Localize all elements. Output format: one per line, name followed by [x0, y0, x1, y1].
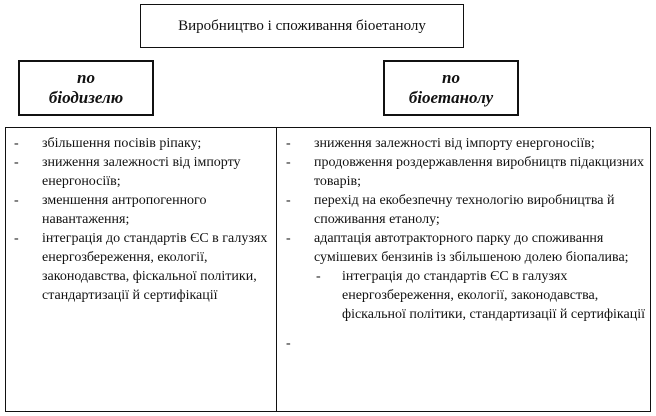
- bullet-dash: -: [286, 336, 291, 351]
- bioethanol-column: [282, 134, 646, 353]
- bullet-dash: -: [14, 136, 19, 151]
- list-item: [282, 229, 646, 267]
- empty-list-item: [282, 334, 646, 353]
- list-item-text: зменшення антропогенного навантаження;: [42, 193, 207, 227]
- category-biodiesel-line1: по: [77, 68, 95, 87]
- bullet-dash: -: [14, 193, 19, 208]
- comparison-table: [5, 127, 651, 412]
- column-divider: [276, 128, 277, 411]
- category-bioethanol-line1: по: [442, 68, 460, 87]
- list-item-text: інтеграція до стандартів ЄС в галузях енергозбереження, екології, законодавства, фіскальної політики, стандартизації й сертифікації: [342, 269, 645, 322]
- bioethanol-list: [282, 134, 646, 353]
- list-item: [10, 191, 272, 229]
- sub-list-item: [282, 267, 646, 324]
- bullet-dash: -: [286, 155, 291, 170]
- category-biodiesel-line2: біодизелю: [48, 88, 124, 107]
- list-item: [282, 134, 646, 153]
- list-item: [10, 134, 272, 153]
- list-item: [10, 229, 272, 305]
- bullet-dash: -: [286, 193, 291, 208]
- bullet-dash: -: [316, 269, 321, 284]
- biodiesel-list: [10, 134, 272, 305]
- diagram-title-box: [140, 4, 464, 48]
- bullet-dash: -: [286, 231, 291, 246]
- category-bioethanol-box: [383, 60, 519, 116]
- biodiesel-column: [10, 134, 272, 305]
- list-item: [282, 153, 646, 191]
- diagram-title: Виробництво і споживання біоетанолу: [178, 17, 426, 34]
- list-item-text: інтеграція до стандартів ЄС в галузях енергозбереження, екології, законодавства, фіскальної політики, стандартизації й сертифікації: [42, 231, 268, 303]
- list-item-text: зниження залежності від імпорту енергоносіїв;: [42, 155, 241, 189]
- list-item-text: зниження залежності від імпорту енергоносіїв;: [314, 136, 595, 151]
- list-item-text: перехід на екобезпечну технологію виробництва й споживання етанолу;: [314, 193, 615, 227]
- category-biodiesel-box: [18, 60, 154, 116]
- bullet-dash: -: [286, 136, 291, 151]
- list-item-text: збільшення посівів ріпаку;: [42, 136, 202, 151]
- list-item-text: продовження роздержавлення виробництв підакцизних товарів;: [314, 155, 645, 189]
- bullet-dash: -: [14, 155, 19, 170]
- bullet-dash: -: [14, 231, 19, 246]
- list-item: [282, 191, 646, 229]
- category-bioethanol-line2: біоетанолу: [408, 88, 494, 107]
- list-item-text: адаптація автотракторного парку до споживання сумішевих бензинів із збільшеною долею біопалива;: [314, 231, 629, 265]
- list-item: [10, 153, 272, 191]
